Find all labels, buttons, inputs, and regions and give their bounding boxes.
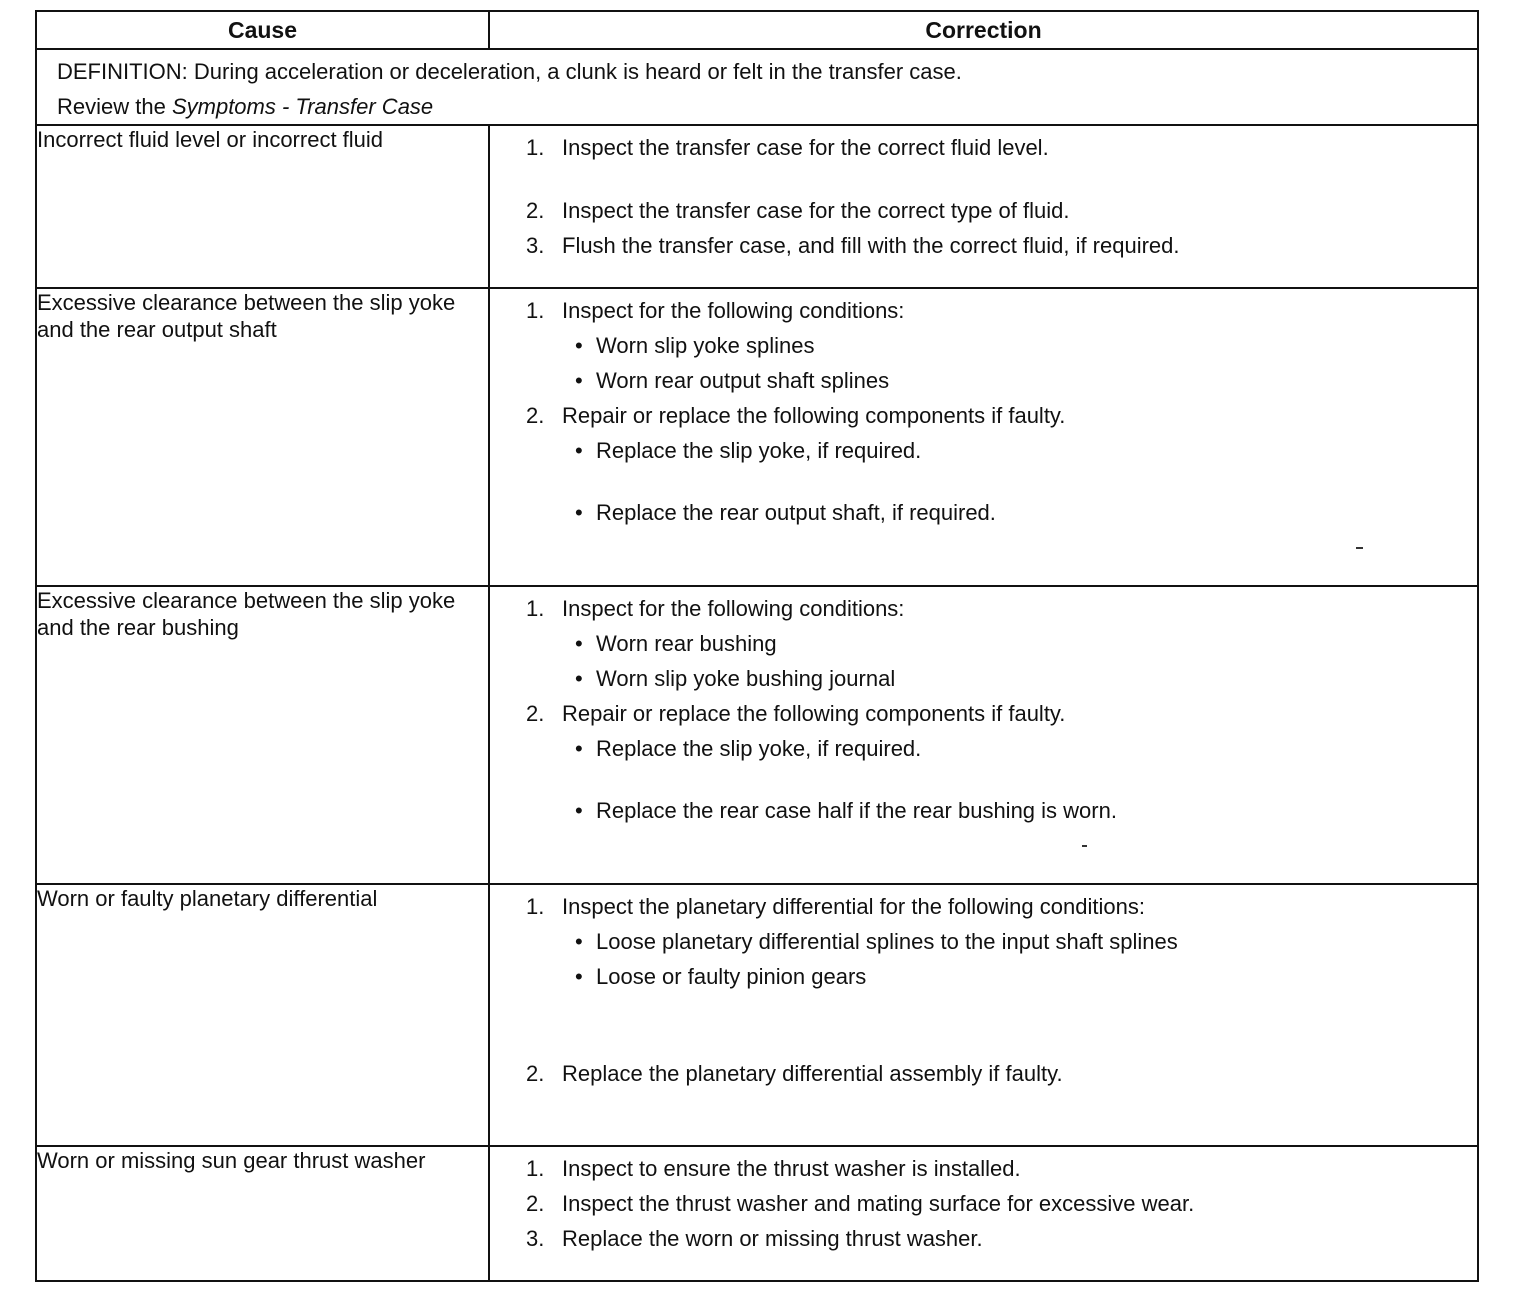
correction-step: [526, 1056, 1477, 1091]
step-number: 2.: [526, 1191, 545, 1216]
step-text: Inspect the thrust washer and mating surface for excessive wear.: [562, 1191, 1195, 1216]
correction-step: [526, 889, 1477, 924]
action-bullet: [526, 731, 1477, 766]
step-number: 1.: [526, 894, 545, 919]
step-number: 2.: [526, 403, 545, 428]
correction-step: [526, 591, 1477, 626]
step-number: 2.: [526, 198, 545, 223]
bullet-text: Worn slip yoke splines: [596, 333, 815, 358]
bullet-icon: •: [575, 333, 583, 358]
action-bullet: [526, 793, 1477, 828]
correction-column-header: Correction: [489, 11, 1478, 49]
definition-text: DEFINITION: During acceleration or deceleration, a clunk is heard or felt in the transfer case.: [57, 59, 962, 84]
condition-bullet: [526, 924, 1477, 959]
correction-step: [526, 293, 1477, 328]
correction-step: [526, 228, 1477, 263]
scan-mark: [1082, 845, 1087, 847]
cause-cell: Excessive clearance between the slip yoke and the rear bushing: [36, 586, 489, 884]
bullet-icon: •: [575, 736, 583, 761]
scan-mark: [1356, 547, 1363, 549]
step-text: Inspect the transfer case for the correct type of fluid.: [562, 198, 1070, 223]
step-number: 2.: [526, 701, 545, 726]
bullet-icon: •: [575, 666, 583, 691]
correction-cell: [489, 1146, 1478, 1281]
correction-cell: [489, 288, 1478, 586]
correction-step: [526, 398, 1477, 433]
correction-step: [526, 696, 1477, 731]
table-row: [36, 1146, 1478, 1281]
condition-bullet: [526, 959, 1477, 994]
step-number: 1.: [526, 596, 545, 621]
step-number: 2.: [526, 1061, 545, 1086]
correction-cell: [489, 125, 1478, 288]
correction-step: [526, 1186, 1477, 1221]
correction-cell: [489, 884, 1478, 1146]
condition-bullet: [526, 328, 1477, 363]
table-header-row: [36, 11, 1478, 49]
bullet-text: Replace the rear output shaft, if required.: [596, 500, 996, 525]
step-text: Inspect for the following conditions:: [562, 596, 905, 621]
bullet-text: Replace the slip yoke, if required.: [596, 736, 922, 761]
condition-bullet: [526, 626, 1477, 661]
cause-column-header: Cause: [36, 11, 489, 49]
action-bullet: [526, 495, 1477, 530]
step-text: Inspect to ensure the thrust washer is installed.: [562, 1156, 1021, 1181]
step-text: Inspect for the following conditions:: [562, 298, 905, 323]
bullet-icon: •: [575, 368, 583, 393]
table-row: [36, 884, 1478, 1146]
cause-cell: Excessive clearance between the slip yoke and the rear output shaft: [36, 288, 489, 586]
condition-bullet: [526, 661, 1477, 696]
step-text: Repair or replace the following components if faulty.: [562, 701, 1066, 726]
correction-step: [526, 1151, 1477, 1186]
diagnostic-page: [35, 10, 1477, 1278]
bullet-text: Replace the rear case half if the rear bushing is worn.: [596, 798, 1117, 823]
step-number: 3.: [526, 1226, 545, 1251]
bullet-icon: •: [575, 500, 583, 525]
action-bullet: [526, 433, 1477, 468]
step-text: Inspect the planetary differential for the following conditions:: [562, 894, 1145, 919]
diagnostic-table: [35, 10, 1479, 1282]
review-line: [57, 89, 1477, 124]
review-prefix: Review the: [57, 94, 172, 119]
bullet-icon: •: [575, 964, 583, 989]
step-text: Inspect the transfer case for the correct fluid level.: [562, 135, 1049, 160]
bullet-text: Worn rear bushing: [596, 631, 777, 656]
table-row: [36, 125, 1478, 288]
table-row: [36, 586, 1478, 884]
step-text: Replace the planetary differential assembly if faulty.: [562, 1061, 1063, 1086]
definition-row: [36, 49, 1478, 125]
step-number: 1.: [526, 1156, 545, 1181]
bullet-text: Worn rear output shaft splines: [596, 368, 890, 393]
condition-bullet: [526, 363, 1477, 398]
bullet-icon: •: [575, 438, 583, 463]
step-text: Replace the worn or missing thrust washer.: [562, 1226, 983, 1251]
correction-cell: [489, 586, 1478, 884]
correction-step: [526, 1221, 1477, 1256]
symptoms-reference-link[interactable]: Symptoms - Transfer Case: [171, 94, 434, 119]
bullet-icon: •: [575, 631, 583, 656]
cause-cell: Worn or missing sun gear thrust washer: [36, 1146, 489, 1281]
bullet-icon: •: [575, 929, 583, 954]
bullet-text: Replace the slip yoke, if required.: [596, 438, 922, 463]
definition-cell: [36, 49, 1478, 125]
table-row: [36, 288, 1478, 586]
cause-cell: Worn or faulty planetary differential: [36, 884, 489, 1146]
step-number: 1.: [526, 135, 545, 160]
step-number: 3.: [526, 233, 545, 258]
bullet-text: Loose planetary differential splines to the input shaft splines: [596, 929, 1178, 954]
step-text: Flush the transfer case, and fill with the correct fluid, if required.: [562, 233, 1180, 258]
step-number: 1.: [526, 298, 545, 323]
bullet-icon: •: [575, 798, 583, 823]
bullet-text: Worn slip yoke bushing journal: [596, 666, 896, 691]
step-text: Repair or replace the following components if faulty.: [562, 403, 1066, 428]
cause-cell: Incorrect fluid level or incorrect fluid: [36, 125, 489, 288]
correction-step: [526, 193, 1477, 228]
bullet-text: Loose or faulty pinion gears: [596, 964, 867, 989]
correction-step: [526, 130, 1477, 165]
